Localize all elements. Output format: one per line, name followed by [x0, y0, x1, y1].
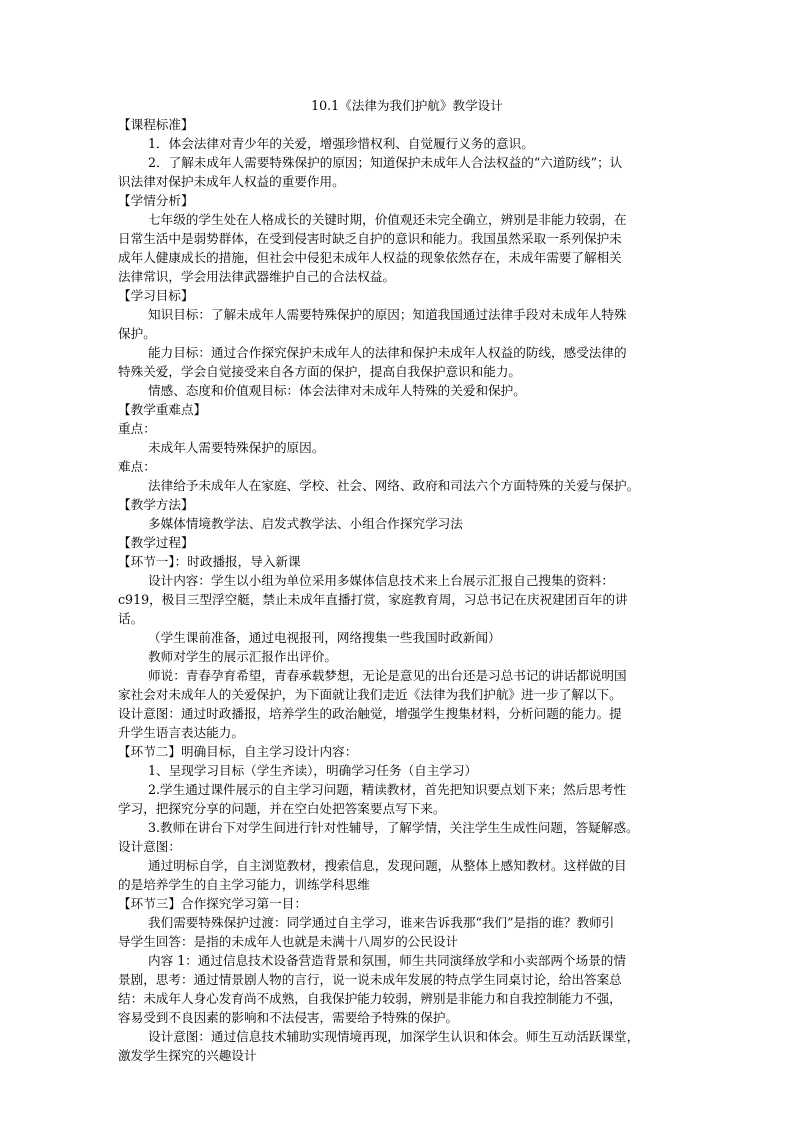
document-line: 设计意图：通过时政播报，培养学生的政治触觉，增强学生搜集材料，分析问题的能力。提	[118, 706, 622, 721]
document-line: 法律常识，学会用法律武器维护自己的合法权益。	[118, 269, 396, 284]
document-line: 七年级的学生处在人格成长的关键时期，价值观还未完全确立，辨别是非能力较弱，在	[148, 212, 627, 227]
document-line: 重点：	[118, 421, 156, 436]
document-line: 【教学过程】	[118, 535, 194, 550]
document-line: 成年人健康成长的措施，但社会中侵犯未成年人权益的现象依然存在，未成年需要了解相关	[118, 250, 622, 265]
document-line: 话。	[118, 611, 144, 626]
document-line: 结：未成年人身心发育尚不成熟，自我保护能力较弱，辨别是非能力和自我控制能力不强，	[118, 991, 622, 1006]
document-line: 情感、态度和价值观目标：体会法律对未成年人特殊的关爱和保护。	[148, 383, 526, 398]
document-line: 【学情分析】	[118, 193, 194, 208]
document-line: 【课程标准】	[118, 117, 194, 132]
document-line: （学生课前准备，通过电视报刊，网络搜集一些我国时政新闻）	[148, 630, 501, 645]
document-line: 知识目标：了解未成年人需要特殊保护的原因；知道我国通过法律手段对未成年人特殊	[148, 307, 627, 322]
document-line: 2．了解未成年人需要特殊保护的原因；知道保护未成年人合法权益的“六道防线”；认	[148, 155, 623, 170]
document-line: 设计内容：学生以小组为单位采用多媒体信息技术来上台展示汇报自己搜集的资料：	[148, 573, 614, 588]
document-line: 家社会对未成年人的关爱保护，为下面就让我们走近《法律为我们护航》进一步了解以下。	[118, 687, 622, 702]
document-line: 难点：	[118, 459, 156, 474]
document-line: 的是培养学生的自主学习能力，训练学科思维	[118, 877, 370, 892]
document-line: 激发学生探究的兴趣设计	[118, 1048, 257, 1063]
document-line: 设计意图：	[118, 839, 181, 854]
document-line: c919，极目三型浮空艇，禁止未成年直播打赏，家庭教育周，习总书记在庆祝建团百年的讲	[118, 592, 628, 607]
document-body	[118, 115, 678, 1065]
document-line: 3.教师在讲台下对学生间进行针对性辅导，了解学情，关注学生生成性问题，答疑解惑。	[148, 820, 639, 835]
document-line: 识法律对保护未成年人权益的重要作用。	[118, 174, 345, 189]
document-line: 日常生活中是弱势群体，在受到侵害时缺乏自护的意识和能力。我国虽然采取一系列保护未	[118, 231, 622, 246]
document-line: 学习，把探究分享的问题，并在空白处把答案要点写下来。	[118, 801, 446, 816]
document-line: 保护。	[118, 326, 156, 341]
document-line: 景剧，思考：通过情景剧人物的言行，说一说未成年发展的特点学生同桌讨论，给出答案总	[118, 972, 622, 987]
document-line: 容易受到不良因素的影响和不法侵害，需要给予特殊的保护。	[118, 1010, 459, 1025]
document-line: 【学习目标】	[118, 288, 194, 303]
document-line: 升学生语言表达能力。	[118, 725, 244, 740]
document-line: 内容 1：通过信息技术设备营造背景和氛围，师生共同演绎放学和小卖部两个场景的情	[148, 953, 626, 968]
document-line: 设计意图：通过信息技术辅助实现情境再现，加深学生认识和体会。师生互动活跃课堂，	[148, 1029, 640, 1044]
document-line: 师说：青春孕育希望，青春承载梦想，无论是意见的出台还是习总书记的讲话都说明国	[148, 668, 627, 683]
document-line: 1、呈现学习目标（学生齐读），明确学习任务（自主学习）	[148, 763, 478, 778]
document-line: 2.学生通过课件展示的自主学习问题，精读教材，首先把知识要点划下来；然后思考性	[148, 782, 626, 797]
document-title: 10.1《法律为我们护航》教学设计	[311, 98, 503, 113]
document-line: 法律给予未成年人在家庭、学校、社会、网络、政府和司法六个方面特殊的关爱与保护。	[148, 478, 640, 493]
document-line: 多媒体情境教学法、启发式教学法、小组合作探究学习法	[148, 516, 463, 531]
document-line: 未成年人需要特殊保护的原因。	[148, 440, 325, 455]
document-line: 1．体会法律对青少年的关爱，增强珍惜权利、自觉履行义务的意识。	[148, 136, 534, 151]
document-line: 【环节三】合作探究学习第一目：	[118, 896, 307, 911]
document-page	[118, 96, 678, 1065]
document-line: 教师对学生的展示汇报作出评价。	[148, 649, 337, 664]
document-line: 【环节二】明确目标，自主学习设计内容：	[118, 744, 358, 759]
document-line: 能力目标：通过合作探究保护未成年人的法律和保护未成年人权益的防线，感受法律的	[148, 345, 627, 360]
document-line: 【教学重难点】	[118, 402, 207, 417]
document-line: 【教学方法】	[118, 497, 194, 512]
document-line: 导学生回答：是指的未成年人也就是未满十八周岁的公民设计	[118, 934, 459, 949]
document-line: 我们需要特殊保护过渡：同学通过自主学习，谁来告诉我那“我们”是指的谁？教师引	[148, 915, 615, 930]
document-line: 【环节一】：时政播报，导入新课	[118, 554, 301, 569]
document-line: 特殊关爱，学会自觉接受来自各方面的保护，提高自我保护意识和能力。	[118, 364, 521, 379]
document-line: 通过明标自学，自主浏览教材，搜索信息，发现问题，从整体上感知教材。这样做的目	[148, 858, 627, 873]
